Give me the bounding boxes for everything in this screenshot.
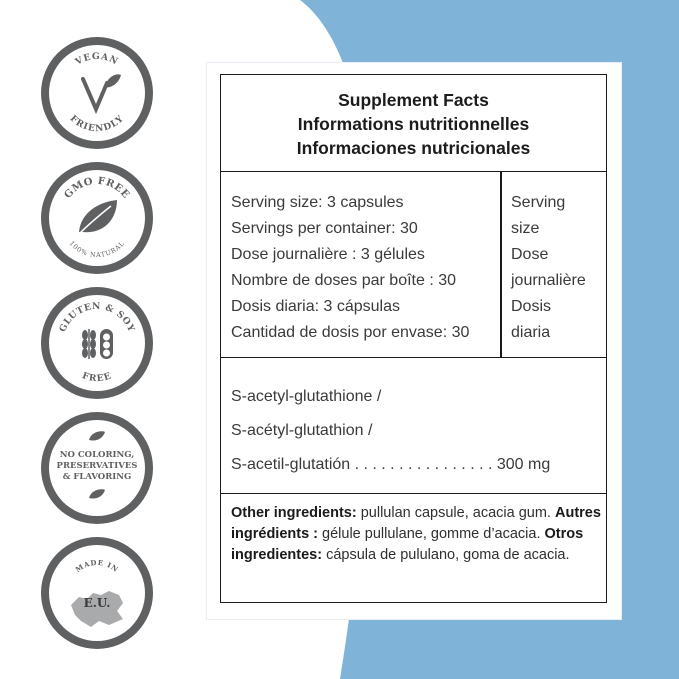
other-text-en: pullulan capsule, acacia gum. — [356, 505, 555, 521]
serving-line: Dosis diaria: 3 cápsulas — [231, 298, 400, 315]
serving-header-line: Dosis — [511, 298, 552, 315]
serving-section — [221, 172, 606, 358]
title-line-es: Informaciones nutricionales — [296, 138, 531, 158]
serving-header-line: journalière — [511, 272, 586, 289]
serving-divider — [500, 172, 502, 357]
gluten-soy-free-badge — [41, 287, 153, 399]
svg-text:FRIENDLY: FRIENDLY — [67, 113, 127, 135]
other-label-es: Otros ingredientes: — [231, 526, 584, 563]
made-in-eu-badge — [41, 537, 153, 649]
ingredient-line: S-acetyl-glutathione / — [231, 388, 382, 405]
svg-text:100% NATURAL: 100% NATURAL — [67, 239, 127, 260]
no-additives-text: NO COLORING, PRESERVATIVES & FLAVORING — [56, 450, 138, 482]
svg-text:VEGAN: VEGAN — [73, 51, 120, 68]
other-text-es: cápsula de pululano, goma de acacia. — [322, 547, 570, 563]
supplement-facts-panel — [220, 74, 607, 603]
europe-map-icon — [49, 545, 145, 641]
serving-header-line: Serving — [511, 194, 566, 211]
title-line-en: Supplement Facts — [338, 90, 489, 110]
other-ingredients — [231, 503, 601, 566]
ingredient-line: S-acetil-glutatión . . . . . . . . . . . . . . . . 300 mg — [231, 456, 551, 473]
serving-header-line: Dose — [511, 246, 549, 263]
other-label-fr: Autres ingrédients : — [231, 505, 601, 542]
serving-info — [231, 190, 496, 346]
no-additives-badge — [41, 412, 153, 524]
serving-header-column — [511, 190, 601, 346]
serving-header-line: diaria — [511, 324, 551, 341]
svg-text:FREE: FREE — [80, 371, 114, 385]
vegan-friendly-badge — [41, 37, 153, 149]
other-text-fr: gélule pullulane, gomme d’acacia. — [318, 526, 545, 542]
facts-title — [221, 75, 606, 172]
svg-text:GLUTEN & SOY: GLUTEN & SOY — [58, 301, 136, 334]
serving-line: Dose journalière : 3 gélules — [231, 246, 425, 263]
svg-text:E.U.: E.U. — [83, 596, 111, 610]
ingredient-line: S-acétyl-glutathion / — [231, 422, 373, 439]
svg-text:MADE IN: MADE IN — [73, 557, 121, 575]
title-line-fr: Informations nutritionnelles — [297, 114, 530, 134]
wheat-soy-icon — [49, 295, 145, 391]
serving-line: Cantidad de dosis por envase: 30 — [231, 324, 470, 341]
serving-line: Servings per container: 30 — [231, 220, 418, 237]
other-label-en: Other ingredients: — [231, 505, 357, 521]
vegan-v-leaf-icon — [49, 45, 145, 141]
active-ingredient-section — [221, 358, 606, 494]
serving-header-line: size — [511, 220, 540, 237]
svg-text:GMO FREE: GMO FREE — [62, 175, 132, 201]
leaf-icon — [49, 170, 145, 266]
serving-line: Nombre de doses par boîte : 30 — [231, 272, 457, 289]
gmo-free-badge — [41, 162, 153, 274]
serving-line: Serving size: 3 capsules — [231, 194, 404, 211]
